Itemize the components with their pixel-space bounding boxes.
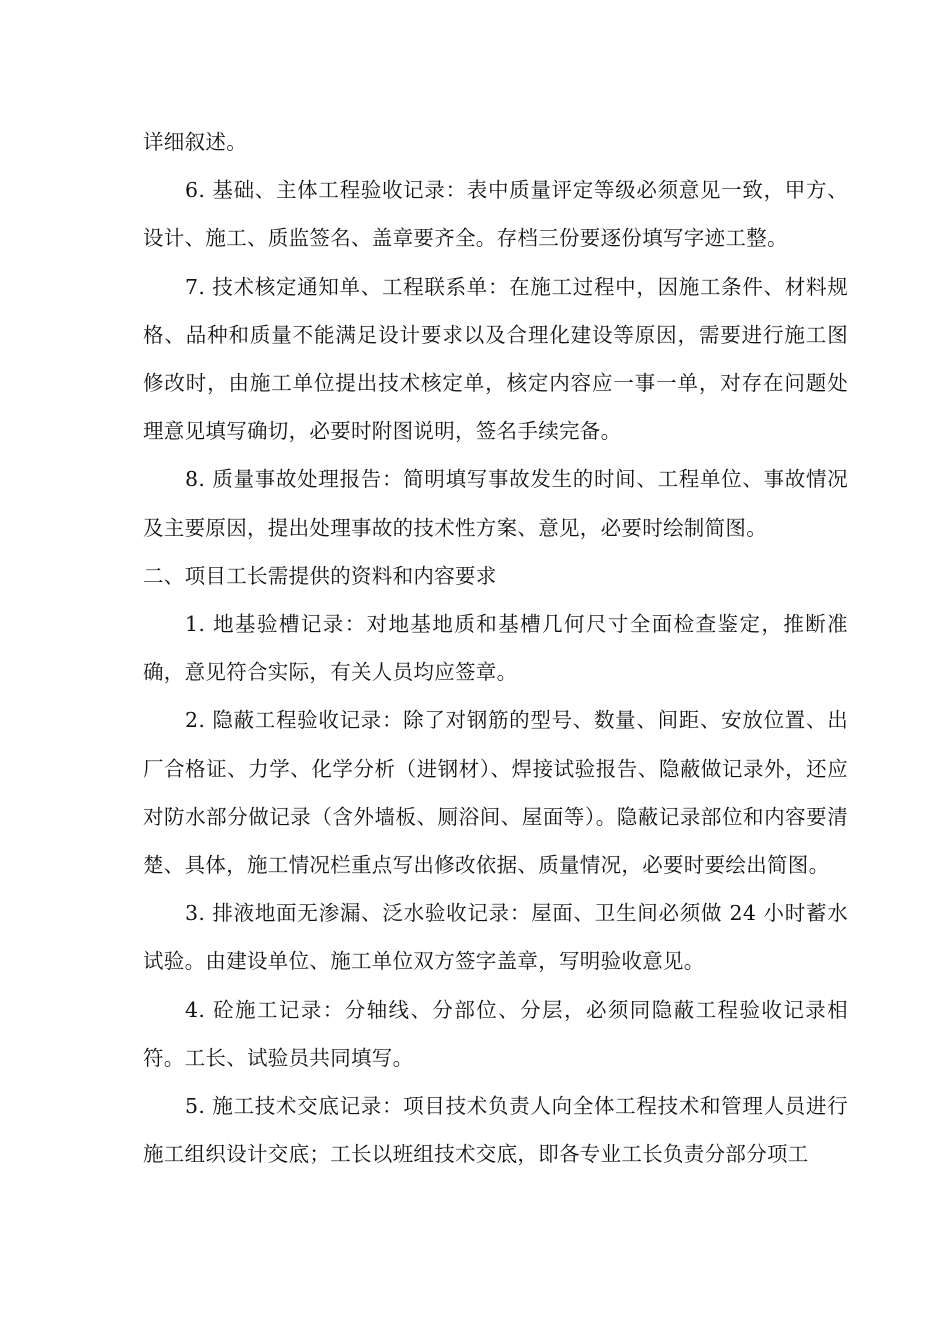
paragraph-item-7: 7. 技术核定通知单、工程联系单：在施工过程中，因施工条件、材料规格、品种和质量不能满足设计要求以及合理化建设等原因，需要进行施工图修改时，由施工单位提出技术核定单，核定内容应一事一单，对存在问题处理意见填写确切，必要时附图说明，签名手续完备。 [143,274,848,444]
paragraph-item-2: 2. 隐蔽工程验收记录：除了对钢筋的型号、数量、间距、安放位置、出厂合格证、力学、化学分析（进钢材）、焊接试验报告、隐蔽做记录外，还应对防水部分做记录（含外墙板、厕浴间、屋面等）。隐蔽记录部位和内容要清楚、具体，施工情况栏重点写出修改依据、质量情况，必要时要绘出简图。 [143,708,848,878]
paragraph-item-3: 3. 排液地面无渗漏、泛水验收记录：屋面、卫生间必须做 24 小时蓄水试验。由建设单位、施工单位双方签字盖章，写明验收意见。 [143,901,848,974]
section-heading: 二、项目工长需提供的资料和内容要求 [143,563,497,588]
paragraph-item-5: 5. 施工技术交底记录：项目技术负责人向全体工程技术和管理人员进行施工组织设计交底；工长以班组技术交底，即各专业工长负责分部分项工 [143,1094,848,1167]
paragraph-item-6: 6. 基础、主体工程验收记录：表中质量评定等级必须意见一致，甲方、设计、施工、质监签名、盖章要齐全。存档三份要逐份填写字迹工整。 [143,178,848,251]
paragraph-item-4: 4. 砼施工记录：分轴线、分部位、分层，必须同隐蔽工程验收记录相符。工长、试验员共同填写。 [143,997,848,1070]
paragraph-continuation: 详细叙述。 [143,130,247,154]
paragraph-item-1: 1. 地基验槽记录：对地基地质和基槽几何尺寸全面检查鉴定，推断准确，意见符合实际，有关人员均应签章。 [143,612,848,685]
paragraph-item-8: 8. 质量事故处理报告：简明填写事故发生的时间、工程单位、事故情况及主要原因，提出处理事故的技术性方案、意见，必要时绘制简图。 [143,467,848,540]
document-body [143,118,848,1178]
